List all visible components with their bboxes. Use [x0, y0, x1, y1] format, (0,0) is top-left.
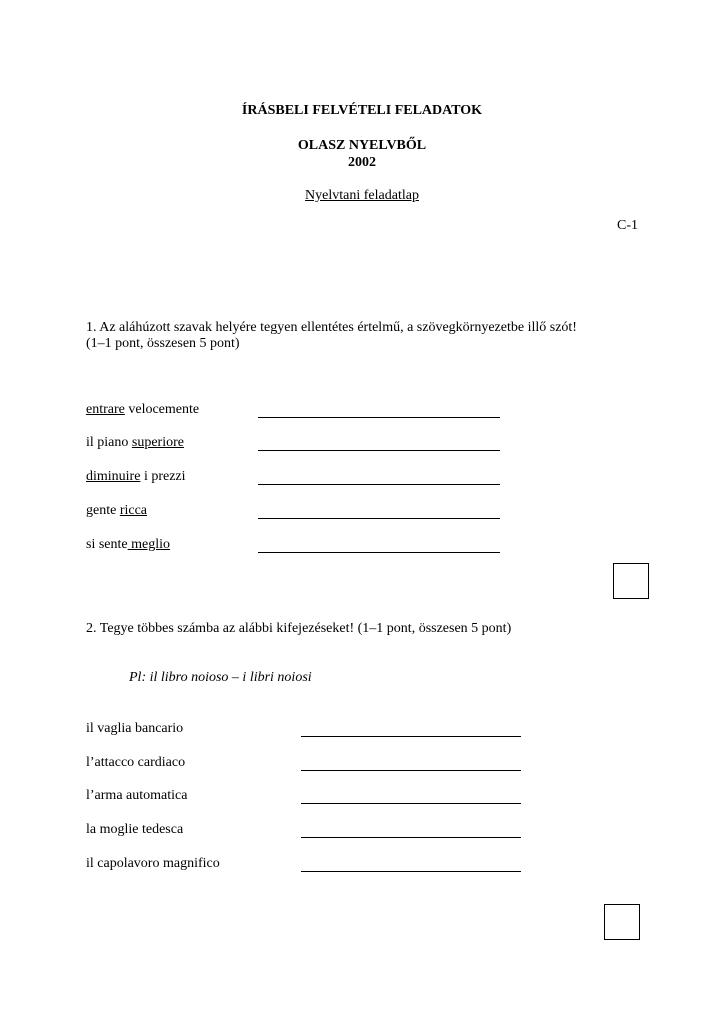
- task2-item: la moglie tedesca: [86, 822, 606, 842]
- task1-item: diminuire i prezzi: [86, 469, 606, 489]
- task2-item: il vaglia bancario: [86, 721, 606, 741]
- exam-year: 2002: [348, 155, 376, 170]
- task1-item: gente ricca: [86, 503, 606, 523]
- answer-blank[interactable]: [301, 837, 521, 838]
- sheet-code: C-1: [617, 218, 638, 233]
- answer-blank[interactable]: [258, 484, 500, 485]
- answer-blank[interactable]: [258, 450, 500, 451]
- task1-points: (1–1 pont, összesen 5 pont): [86, 336, 240, 351]
- answer-blank[interactable]: [301, 803, 521, 804]
- task2-example: Pl: il libro noioso – i libri noiosi: [129, 670, 312, 685]
- exam-title: ÍRÁSBELI FELVÉTELI FELADATOK: [241, 103, 483, 118]
- answer-blank[interactable]: [301, 736, 521, 737]
- task2-item: l’arma automatica: [86, 788, 606, 808]
- task2-item: l’attacco cardiaco: [86, 755, 606, 775]
- sheet-title: Nyelvtani feladatlap: [305, 188, 419, 203]
- answer-blank[interactable]: [301, 770, 521, 771]
- exam-subject: OLASZ NYELVBŐL: [297, 138, 427, 153]
- task1-item: entrare velocemente: [86, 402, 606, 422]
- task1-item: si sente meglio: [86, 537, 606, 557]
- answer-blank[interactable]: [258, 552, 500, 553]
- task1-instruction: 1. Az aláhúzott szavak helyére tegyen ellentétes értelmű, a szövegkörnyezetbe illő szót!: [86, 320, 577, 335]
- task2-item: il capolavoro magnifico: [86, 856, 606, 876]
- task2-instruction: 2. Tegye többes számba az alábbi kifejezéseket! (1–1 pont, összesen 5 pont): [86, 621, 512, 636]
- answer-blank[interactable]: [258, 518, 500, 519]
- task1-item: il piano superiore: [86, 435, 606, 455]
- task2-score-box[interactable]: [604, 904, 640, 940]
- task1-score-box[interactable]: [613, 563, 649, 599]
- answer-blank[interactable]: [258, 417, 500, 418]
- answer-blank[interactable]: [301, 871, 521, 872]
